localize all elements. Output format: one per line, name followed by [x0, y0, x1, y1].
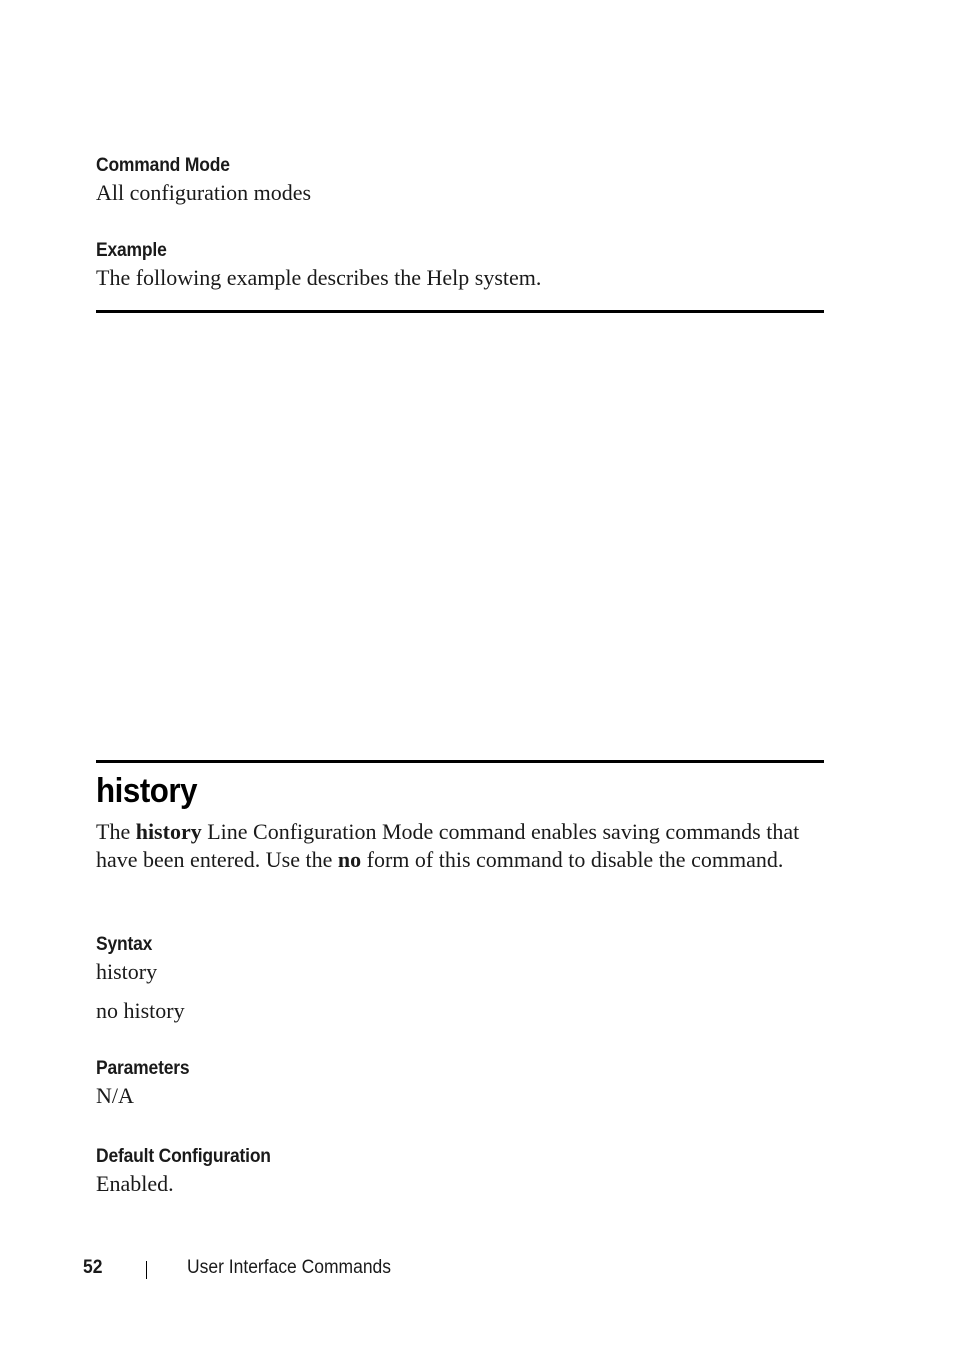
- parameters-heading: Parameters: [96, 1058, 190, 1079]
- syntax-heading: Syntax: [96, 934, 153, 955]
- default-configuration-heading: Default Configuration: [96, 1146, 271, 1167]
- example-heading: Example: [96, 240, 167, 261]
- parameters-text: N/A: [96, 1083, 134, 1108]
- syntax-line-2: no history: [96, 998, 185, 1023]
- command-description: [96, 818, 826, 873]
- description-part1: The: [96, 819, 136, 844]
- description-command-name: history: [135, 819, 202, 844]
- description-no-keyword: no: [337, 846, 362, 872]
- section-top-rule: [96, 760, 824, 763]
- default-configuration-text: Enabled.: [96, 1171, 174, 1196]
- page-title: history: [96, 772, 198, 810]
- example-text: The following example describes the Help system.: [96, 265, 542, 290]
- example-end-rule: [96, 310, 824, 313]
- footer-separator: [146, 1261, 147, 1279]
- command-mode-text: All configuration modes: [96, 180, 312, 205]
- page-number: 52: [83, 1257, 103, 1278]
- description-part3: form of this command to disable the command.: [361, 846, 784, 872]
- description-part2: Line Configuration Mode command enables saving commands that have been entered. Use the: [96, 819, 800, 872]
- command-mode-heading: Command Mode: [96, 155, 230, 176]
- footer-section-title: User Interface Commands: [187, 1257, 392, 1278]
- syntax-line-1: history: [96, 959, 158, 984]
